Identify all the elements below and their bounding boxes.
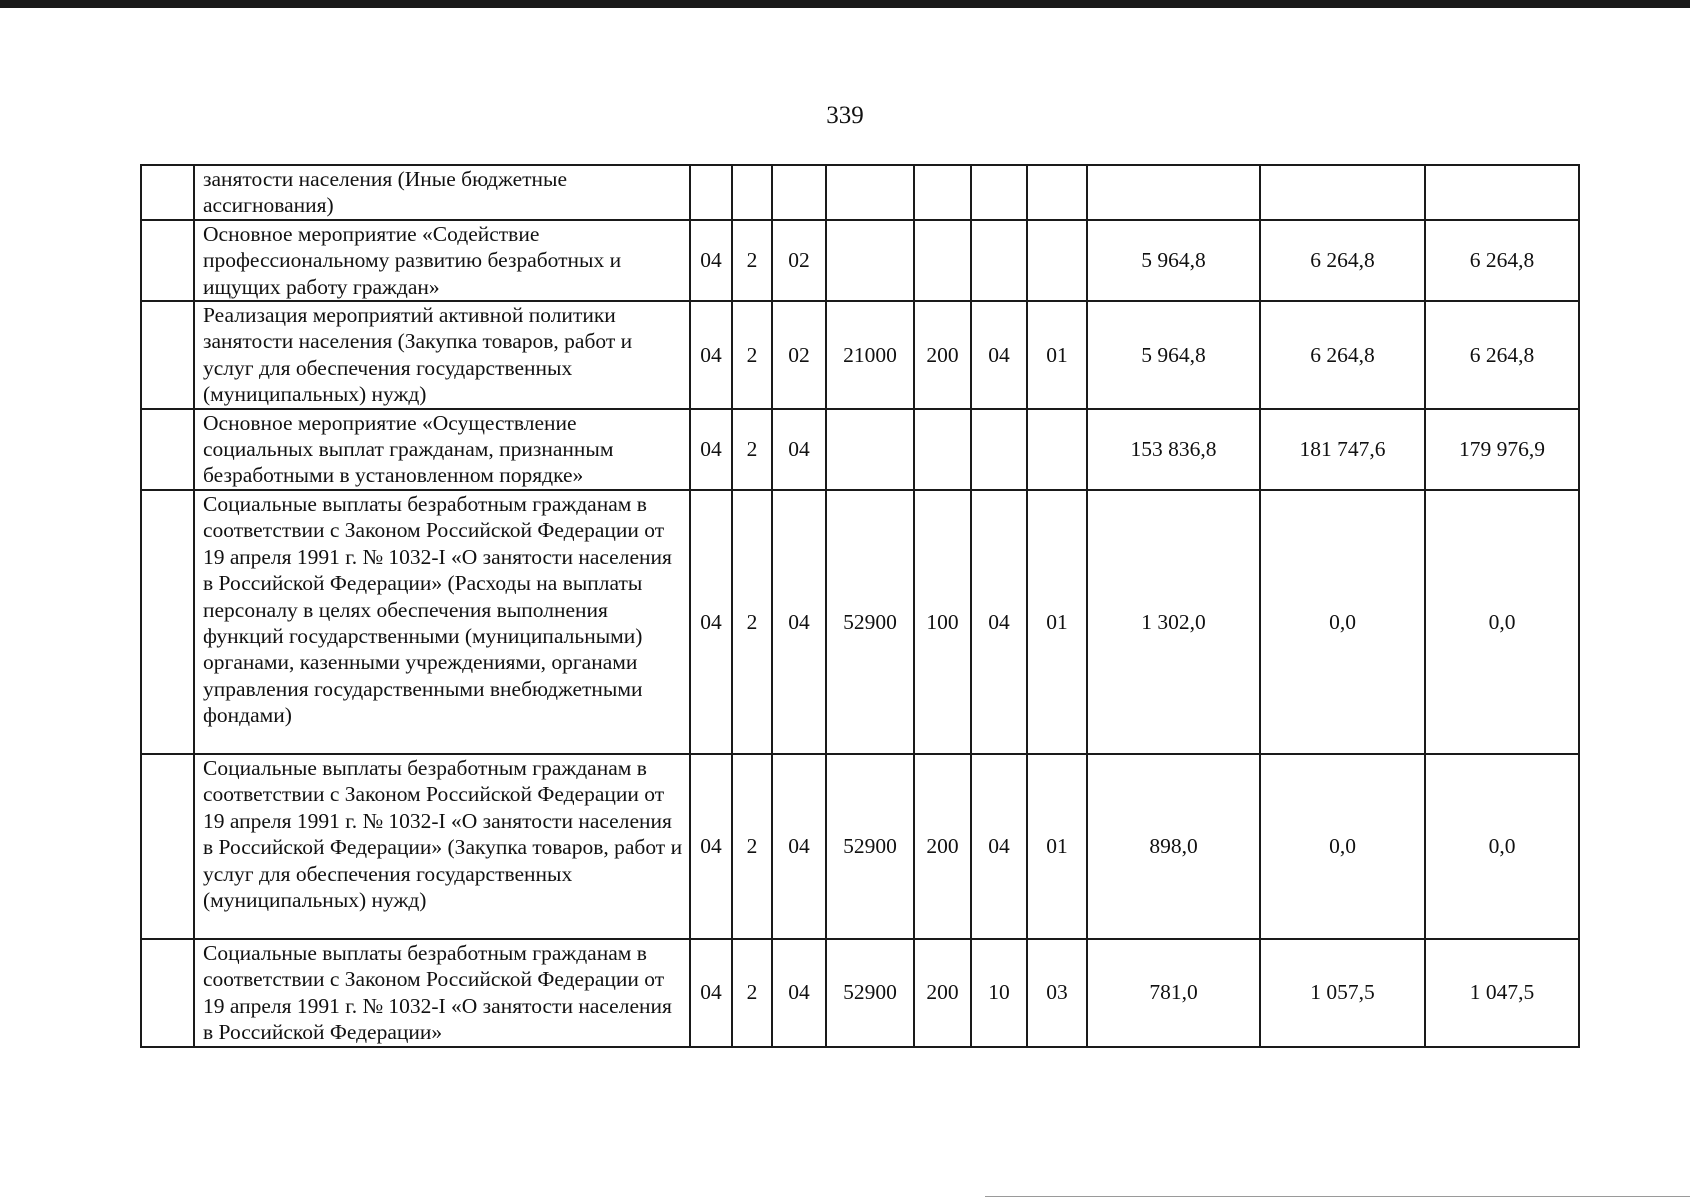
code-cell: 01 bbox=[1027, 754, 1087, 939]
code-cell: 01 bbox=[1027, 490, 1087, 754]
page-number: 339 bbox=[826, 102, 864, 129]
code-cell bbox=[690, 165, 732, 220]
code-cell: 04 bbox=[971, 301, 1027, 409]
code-cell: 200 bbox=[914, 301, 971, 409]
code-cell: 04 bbox=[690, 939, 732, 1047]
amount-cell: 6 264,8 bbox=[1425, 220, 1579, 301]
code-cell: 01 bbox=[1027, 301, 1087, 409]
amount-cell: 6 264,8 bbox=[1260, 301, 1425, 409]
amount-cell bbox=[1425, 165, 1579, 220]
amount-cell: 1 302,0 bbox=[1087, 490, 1260, 754]
amount-cell: 6 264,8 bbox=[1260, 220, 1425, 301]
amount-cell: 1 047,5 bbox=[1425, 939, 1579, 1047]
code-cell bbox=[826, 409, 914, 490]
code-cell: 04 bbox=[772, 754, 826, 939]
amount-cell: 181 747,6 bbox=[1260, 409, 1425, 490]
row-description: Социальные выплаты безработным гражданам в соответствии с Законом Российской Федерации от 19 апреля 1991 г. № 1032-I «О занятости населения в Российской Федерации» (Закупка товаров, работ и услуг для обеспечения государственных (муниципальных) нужд) bbox=[194, 754, 690, 939]
row-index-cell bbox=[141, 301, 194, 409]
code-cell bbox=[914, 409, 971, 490]
code-cell: 200 bbox=[914, 939, 971, 1047]
code-cell bbox=[826, 165, 914, 220]
budget-table bbox=[140, 164, 1580, 1048]
row-index-cell bbox=[141, 939, 194, 1047]
amount-cell: 179 976,9 bbox=[1425, 409, 1579, 490]
amount-cell: 1 057,5 bbox=[1260, 939, 1425, 1047]
code-cell: 2 bbox=[732, 220, 772, 301]
code-cell: 200 bbox=[914, 754, 971, 939]
code-cell: 2 bbox=[732, 301, 772, 409]
row-description: Социальные выплаты безработным гражданам в соответствии с Законом Российской Федерации от 19 апреля 1991 г. № 1032-I «О занятости населения в Российской Федерации» bbox=[194, 939, 690, 1047]
code-cell: 04 bbox=[690, 301, 732, 409]
amount-cell: 5 964,8 bbox=[1087, 301, 1260, 409]
amount-cell: 898,0 bbox=[1087, 754, 1260, 939]
code-cell bbox=[914, 220, 971, 301]
code-cell bbox=[971, 409, 1027, 490]
code-cell: 04 bbox=[772, 939, 826, 1047]
amount-cell: 6 264,8 bbox=[1425, 301, 1579, 409]
code-cell: 04 bbox=[971, 490, 1027, 754]
code-cell: 04 bbox=[772, 490, 826, 754]
code-cell bbox=[772, 165, 826, 220]
code-cell: 04 bbox=[690, 409, 732, 490]
amount-cell: 153 836,8 bbox=[1087, 409, 1260, 490]
table-row bbox=[141, 409, 1579, 490]
code-cell: 2 bbox=[732, 409, 772, 490]
code-cell: 100 bbox=[914, 490, 971, 754]
table-row bbox=[141, 220, 1579, 301]
code-cell: 2 bbox=[732, 939, 772, 1047]
code-cell bbox=[1027, 220, 1087, 301]
amount-cell: 0,0 bbox=[1425, 490, 1579, 754]
row-index-cell bbox=[141, 490, 194, 754]
row-description: Реализация мероприятий активной политики занятости населения (Закупка товаров, работ и услуг для обеспечения государственных (муниципальных) нужд) bbox=[194, 301, 690, 409]
code-cell bbox=[971, 220, 1027, 301]
code-cell: 04 bbox=[772, 409, 826, 490]
code-cell bbox=[1027, 409, 1087, 490]
code-cell: 21000 bbox=[826, 301, 914, 409]
row-description: занятости населения (Иные бюджетные ассигнования) bbox=[194, 165, 690, 220]
table-row bbox=[141, 754, 1579, 939]
amount-cell: 781,0 bbox=[1087, 939, 1260, 1047]
row-description: Социальные выплаты безработным гражданам в соответствии с Законом Российской Федерации от 19 апреля 1991 г. № 1032-I «О занятости населения в Российской Федерации» (Расходы на выплаты персоналу в целях обеспечения выполнения функций государственными (муниципальными) органами, казенными учреждениями, органами управления государственными внебюджетными фондами) bbox=[194, 490, 690, 754]
code-cell bbox=[826, 220, 914, 301]
table-row bbox=[141, 301, 1579, 409]
code-cell: 52900 bbox=[826, 490, 914, 754]
amount-cell: 0,0 bbox=[1260, 490, 1425, 754]
code-cell: 04 bbox=[690, 754, 732, 939]
code-cell bbox=[971, 165, 1027, 220]
code-cell: 04 bbox=[690, 220, 732, 301]
table-row bbox=[141, 490, 1579, 754]
code-cell: 02 bbox=[772, 220, 826, 301]
code-cell bbox=[1027, 165, 1087, 220]
code-cell: 02 bbox=[772, 301, 826, 409]
amount-cell: 0,0 bbox=[1260, 754, 1425, 939]
row-index-cell bbox=[141, 754, 194, 939]
row-description: Основное мероприятие «Осуществление социальных выплат гражданам, признанным безработными в установленном порядке» bbox=[194, 409, 690, 490]
row-index-cell bbox=[141, 220, 194, 301]
amount-cell bbox=[1260, 165, 1425, 220]
code-cell: 03 bbox=[1027, 939, 1087, 1047]
code-cell: 04 bbox=[971, 754, 1027, 939]
code-cell: 2 bbox=[732, 754, 772, 939]
code-cell bbox=[914, 165, 971, 220]
table-row bbox=[141, 165, 1579, 220]
table-row bbox=[141, 939, 1579, 1047]
row-index-cell bbox=[141, 165, 194, 220]
row-index-cell bbox=[141, 409, 194, 490]
code-cell: 52900 bbox=[826, 939, 914, 1047]
amount-cell bbox=[1087, 165, 1260, 220]
code-cell bbox=[732, 165, 772, 220]
scan-top-border bbox=[0, 0, 1690, 8]
row-description: Основное мероприятие «Содействие профессиональному развитию безработных и ищущих работу граждан» bbox=[194, 220, 690, 301]
scan-artifact-line bbox=[985, 1196, 1690, 1197]
code-cell: 10 bbox=[971, 939, 1027, 1047]
amount-cell: 0,0 bbox=[1425, 754, 1579, 939]
amount-cell: 5 964,8 bbox=[1087, 220, 1260, 301]
code-cell: 52900 bbox=[826, 754, 914, 939]
code-cell: 04 bbox=[690, 490, 732, 754]
code-cell: 2 bbox=[732, 490, 772, 754]
